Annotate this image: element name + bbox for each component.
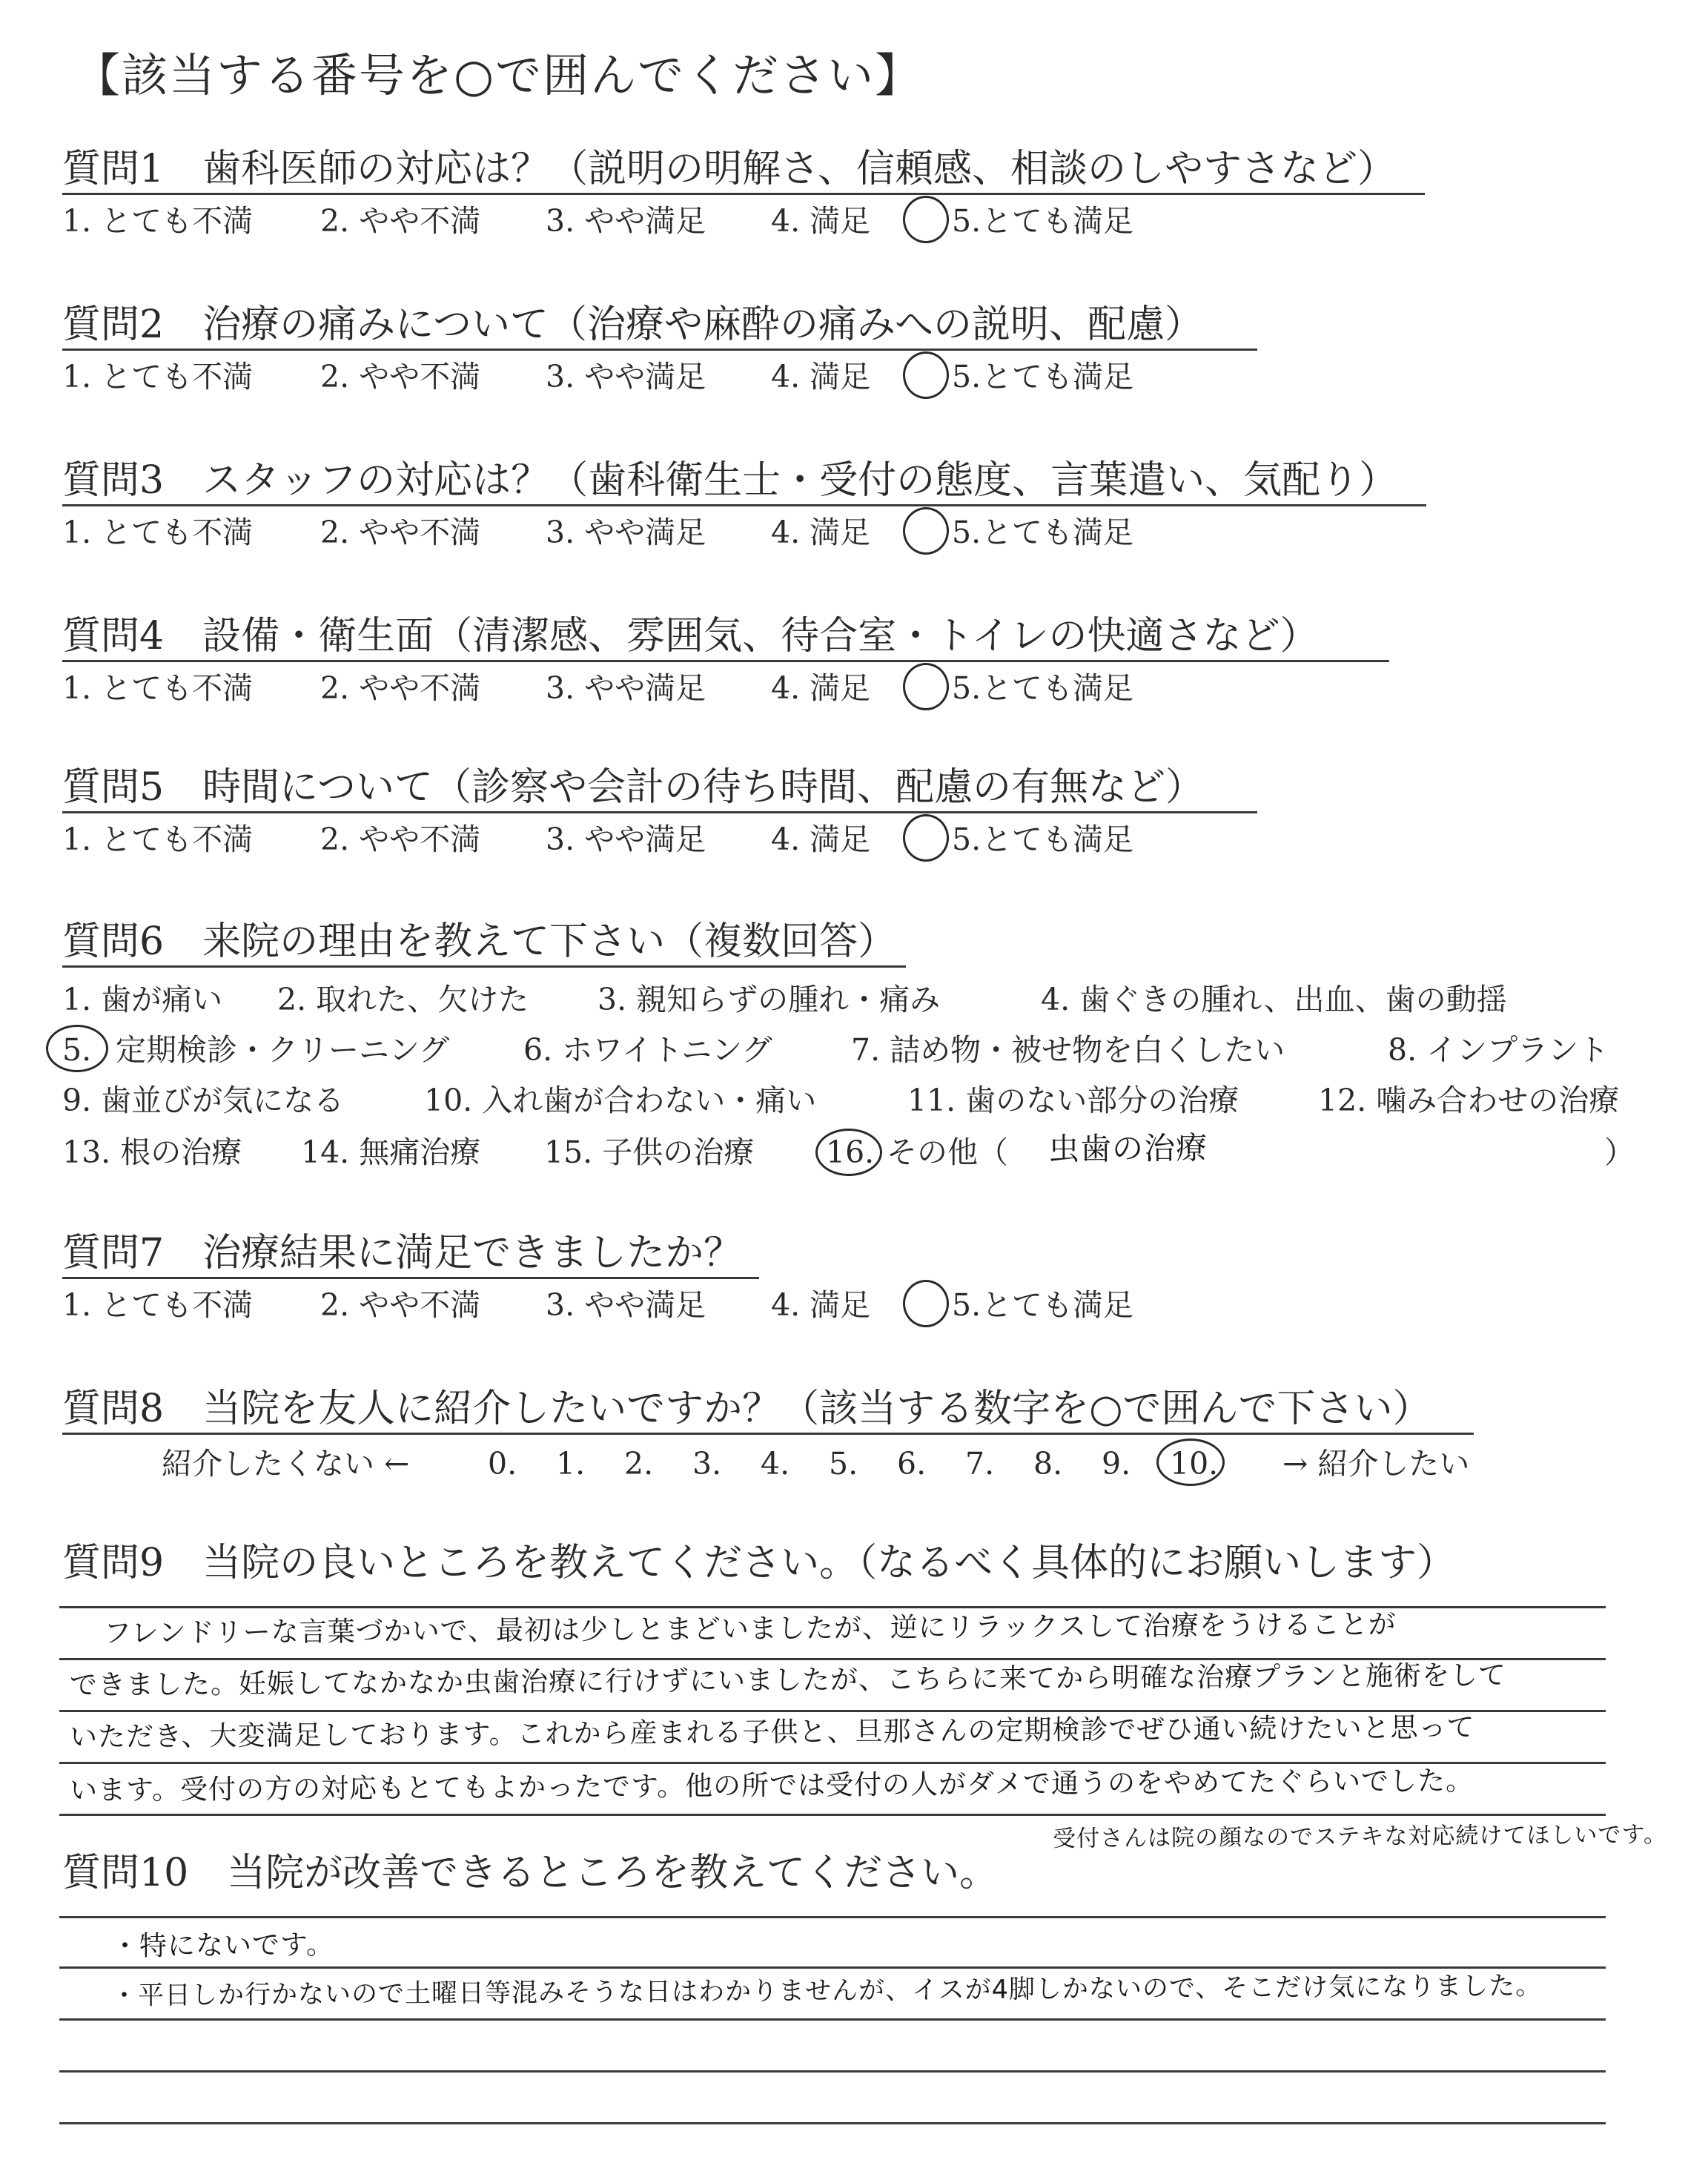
question-5-option-3[interactable]: 3. やや満足 — [546, 822, 706, 857]
q6-other-answer[interactable]: 虫歯の治療 — [1047, 1129, 1208, 1167]
q6-option-1[interactable]: 1. 歯が痛い — [62, 982, 223, 1017]
question-5-option-1[interactable]: 1. とても不満 — [62, 822, 254, 857]
question-5-option-2[interactable]: 2. やや不満 — [320, 822, 481, 857]
q8-scale-9[interactable]: 9. — [1102, 1446, 1131, 1482]
q10-answer-line-2[interactable]: ・平日しか行かないので土曜日等混みそうな日はわかりませんが、イスが4脚しかないので、そこだけ気になりました。 — [110, 1971, 1543, 2011]
question-heading: 質問10 当院が改善できるところを教えてください。 — [62, 1851, 999, 1895]
question-5-selected-circle — [903, 814, 949, 862]
q6-other-close: ） — [1604, 1135, 1635, 1170]
question-1-option-3[interactable]: 3. やや満足 — [546, 203, 706, 239]
q6-option-12[interactable]: 12. 噛み合わせの治療 — [1318, 1083, 1620, 1118]
q9-answer-note[interactable]: 受付さんは院の顔なのでステキな対応続けてほしいです。 — [1052, 1821, 1668, 1852]
question-4-option-1[interactable]: 1. とても不満 — [62, 670, 254, 706]
q9-answer-line-1[interactable]: フレンドリーな言葉づかいで、最初は少しとまどいましたが、逆にリラックスして治療をうけることが — [103, 1608, 1397, 1649]
q8-scale-3[interactable]: 3. — [692, 1446, 722, 1482]
q6-option-6[interactable]: 6. ホワイトニング — [523, 1032, 772, 1068]
q8-scale-6[interactable]: 6. — [897, 1446, 927, 1482]
question-heading: 質問6 来院の理由を教えて下さい（複数回答） — [62, 919, 897, 964]
question-heading: 質問9 当院の良いところを教えてください。（なるべく具体的にお願いします） — [62, 1541, 1456, 1585]
question-7-option-1[interactable]: 1. とても不満 — [62, 1287, 254, 1323]
question-1-option-4[interactable]: 4. 満足 — [771, 203, 871, 239]
q6-option-8[interactable]: 8. インプラント — [1388, 1032, 1609, 1068]
question-3-option-5-label[interactable]: とても満足 — [982, 515, 1133, 550]
q8-scale-7[interactable]: 7. — [965, 1446, 995, 1482]
question-1-option-1[interactable]: 1. とても不満 — [62, 203, 254, 239]
q6-option-2[interactable]: 2. 取れた、欠けた — [277, 982, 529, 1017]
question-7-option-5[interactable]: 5. — [952, 1287, 982, 1323]
q6-option-5-label[interactable]: 定期検診・クリーニング — [116, 1032, 450, 1068]
q9-answer-line-4[interactable]: います。受付の方の対応もとてもよかったです。他の所では受付の人がダメで通うのをやめてたぐらいでした。 — [69, 1764, 1474, 1806]
question-1-selected-circle — [903, 196, 949, 243]
question-1-option-5-label[interactable]: とても満足 — [982, 203, 1133, 239]
question-heading: 質問3 スタッフの対応は？（歯科衛生士・受付の態度、言葉遣い、気配り） — [62, 458, 1398, 503]
q9-answer-line-2[interactable]: できました。妊娠してなかなか虫歯治療に行けずにいましたが、こちらに来てから明確な治療プランと施術をして — [69, 1659, 1507, 1701]
question-4-option-5[interactable]: 5. — [952, 670, 982, 706]
question-5-option-4[interactable]: 4. 満足 — [771, 822, 871, 857]
question-4-option-2[interactable]: 2. やや不満 — [320, 670, 481, 706]
question-heading: 質問4 設備・衛生面（清潔感、雰囲気、待合室・トイレの快適さなど） — [62, 614, 1319, 658]
q8-scale-5[interactable]: 5. — [829, 1446, 858, 1482]
q8-right-label: → 紹介したい — [1282, 1446, 1470, 1482]
question-7-option-4[interactable]: 4. 満足 — [771, 1287, 871, 1323]
page-title: 【該当する番号を○で囲んでください】 — [74, 48, 923, 102]
question-heading: 質問8 当院を友人に紹介したいですか？（該当する数字を○で囲んで下さい） — [62, 1387, 1431, 1431]
q6-option-11[interactable]: 11. 歯のない部分の治療 — [907, 1083, 1239, 1118]
question-2-option-4[interactable]: 4. 満足 — [771, 359, 871, 394]
question-2-option-5[interactable]: 5. — [952, 359, 982, 394]
question-7-option-2[interactable]: 2. やや不満 — [320, 1287, 481, 1323]
q6-option-15[interactable]: 15. 子供の治療 — [544, 1135, 755, 1170]
question-1-option-5[interactable]: 5. — [952, 203, 982, 239]
question-heading: 質問2 治療の痛みについて（治療や麻酔の痛みへの説明、配慮） — [62, 303, 1204, 347]
question-7-selected-circle — [903, 1280, 949, 1327]
q6-other-label: その他（ — [887, 1135, 1008, 1170]
question-3-option-3[interactable]: 3. やや満足 — [546, 515, 706, 550]
q9-answer-line-3[interactable]: いただき、大変満足しております。これから産まれる子供と、旦那さんの定期検診でぜひ通い続けたいと思って — [69, 1711, 1475, 1753]
question-3-option-2[interactable]: 2. やや不満 — [320, 515, 481, 550]
question-4-option-3[interactable]: 3. やや満足 — [546, 670, 706, 706]
q8-scale-2[interactable]: 2. — [624, 1446, 654, 1482]
question-heading: 質問7 治療結果に満足できましたか？ — [62, 1231, 743, 1275]
q6-option-4[interactable]: 4. 歯ぐきの腫れ、出血、歯の動揺 — [1041, 982, 1507, 1017]
question-2-option-5-label[interactable]: とても満足 — [982, 359, 1133, 394]
question-3-option-4[interactable]: 4. 満足 — [771, 515, 871, 550]
question-7-option-5-label[interactable]: とても満足 — [982, 1287, 1133, 1323]
question-3-selected-circle — [903, 507, 949, 555]
question-2-selected-circle — [903, 351, 949, 399]
q8-left-label: 紹介したくない ← — [162, 1446, 410, 1482]
q8-scale-10[interactable]: 10. — [1170, 1446, 1219, 1482]
q6-option-10[interactable]: 10. 入れ歯が合わない・痛い — [424, 1083, 817, 1118]
question-2-option-2[interactable]: 2. やや不満 — [320, 359, 481, 394]
question-3-option-5[interactable]: 5. — [952, 515, 982, 550]
q8-scale-4[interactable]: 4. — [761, 1446, 790, 1482]
question-heading: 質問5 時間について（診察や会計の待ち時間、配慮の有無など） — [62, 765, 1205, 810]
q6-option-7[interactable]: 7. 詰め物・被せ物を白くしたい — [851, 1032, 1285, 1068]
q8-scale-8[interactable]: 8. — [1033, 1446, 1063, 1482]
q6-option-14[interactable]: 14. 無痛治療 — [301, 1135, 481, 1170]
question-5-option-5[interactable]: 5. — [952, 822, 982, 857]
q6-option-9[interactable]: 9. 歯並びが気になる — [62, 1083, 345, 1118]
q6-option-16[interactable]: 16. — [826, 1135, 875, 1170]
q10-answer-line-1[interactable]: ・特にないです。 — [110, 1928, 335, 1962]
question-7-option-3[interactable]: 3. やや満足 — [546, 1287, 706, 1323]
q6-option-13[interactable]: 13. 根の治療 — [62, 1135, 242, 1170]
q6-option-3[interactable]: 3. 親知らずの腫れ・痛み — [598, 982, 941, 1017]
question-5-option-5-label[interactable]: とても満足 — [982, 822, 1133, 857]
question-2-option-3[interactable]: 3. やや満足 — [546, 359, 706, 394]
question-4-selected-circle — [903, 663, 949, 710]
question-heading: 質問1 歯科医師の対応は？（説明の明解さ、信頼感、相談のしやすさなど） — [62, 147, 1397, 191]
question-2-option-1[interactable]: 1. とても不満 — [62, 359, 254, 394]
question-4-option-5-label[interactable]: とても満足 — [982, 670, 1133, 706]
q8-scale-1[interactable]: 1. — [556, 1446, 586, 1482]
question-1-option-2[interactable]: 2. やや不満 — [320, 203, 481, 239]
question-3-option-1[interactable]: 1. とても不満 — [62, 515, 254, 550]
question-4-option-4[interactable]: 4. 満足 — [771, 670, 871, 706]
q8-scale-0[interactable]: 0. — [488, 1446, 517, 1482]
q6-option-5[interactable]: 5. — [62, 1032, 92, 1068]
